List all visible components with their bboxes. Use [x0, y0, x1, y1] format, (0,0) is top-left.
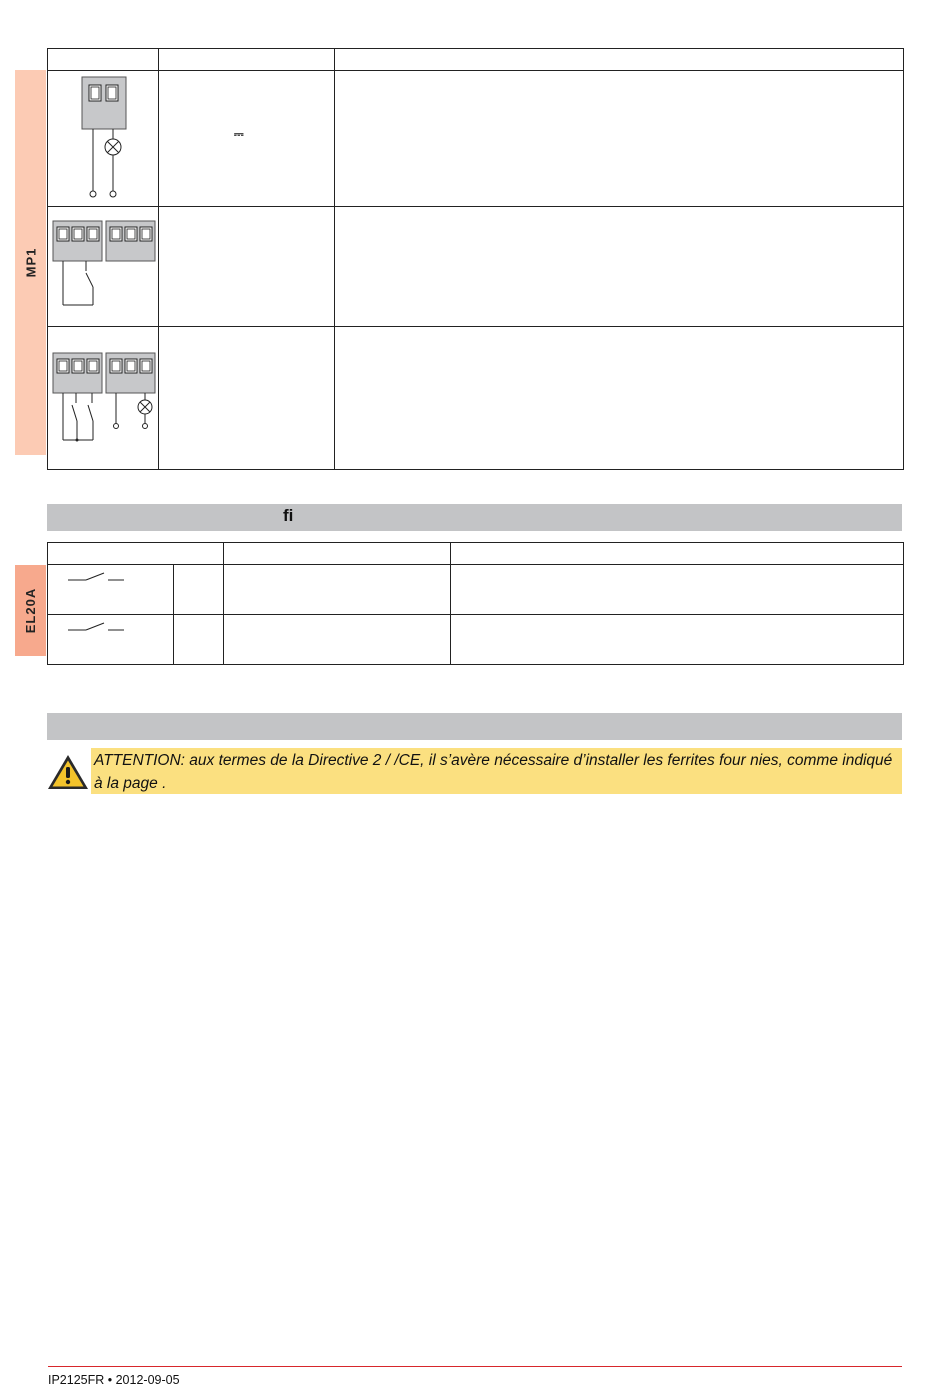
- el20a-diagram-cell: [48, 615, 174, 665]
- mp1-side-label: MP1: [22, 247, 38, 278]
- switch-contact-diagram: [48, 565, 173, 609]
- terminal-switch-lamp-diagram: [48, 327, 158, 464]
- mp1-header-cell: [159, 49, 335, 71]
- mp1-diagram-cell: [48, 71, 159, 207]
- dc-symbol: ⎓: [234, 127, 244, 141]
- mp1-table: [47, 48, 904, 470]
- mp1-symbol-cell: [159, 327, 335, 470]
- section-band: [47, 504, 902, 531]
- el20a-diagram-cell: [48, 565, 174, 615]
- mp1-diagram-cell: [48, 207, 159, 327]
- section-band-title: fi: [283, 506, 294, 525]
- mp1-symbol-cell: [159, 207, 335, 327]
- el20a-header-row: [48, 543, 904, 565]
- el20a-table: [47, 542, 904, 665]
- switch-contact-diagram: [48, 615, 173, 659]
- mp1-header-row: [48, 49, 904, 71]
- mp1-header-cell: [335, 49, 904, 71]
- terminal-switch-diagram: [48, 207, 158, 321]
- mp1-header-cell: [48, 49, 159, 71]
- el20a-description-cell: [451, 615, 904, 665]
- el20a-header-cell: [451, 543, 904, 565]
- section-band: [47, 713, 902, 740]
- el20a-row: [48, 615, 904, 665]
- el20a-code-cell: [174, 565, 224, 615]
- el20a-function-cell: [224, 615, 451, 665]
- mp1-row: [48, 71, 904, 207]
- mp1-row: [48, 327, 904, 470]
- mp1-row: [48, 207, 904, 327]
- terminal-lamp-diagram: [48, 71, 158, 201]
- el20a-row: [48, 565, 904, 615]
- el20a-description-cell: [451, 565, 904, 615]
- mp1-description-cell: [335, 71, 904, 207]
- mp1-description-cell: [335, 327, 904, 470]
- warning-text: ATTENTION: aux termes de la Directive 2 / /CE, il s’avère nécessaire d’installer les ferrites four nies, comme indiqué à la page .: [94, 752, 893, 792]
- el20a-side-tab: [15, 565, 46, 656]
- footer-doc-ref: IP2125FR • 2012-09-05: [48, 1373, 180, 1387]
- el20a-side-label: EL20A: [23, 587, 38, 634]
- mp1-diagram-cell: [48, 327, 159, 470]
- el20a-header-cell: [48, 543, 224, 565]
- el20a-code-cell: [174, 615, 224, 665]
- mp1-side-tab: [15, 70, 46, 455]
- footer-rule: [48, 1366, 902, 1367]
- mp1-symbol-cell: [159, 71, 335, 207]
- el20a-function-cell: [224, 565, 451, 615]
- warning-triangle-icon: [46, 753, 90, 791]
- mp1-description-cell: [335, 207, 904, 327]
- el20a-header-cell: [224, 543, 451, 565]
